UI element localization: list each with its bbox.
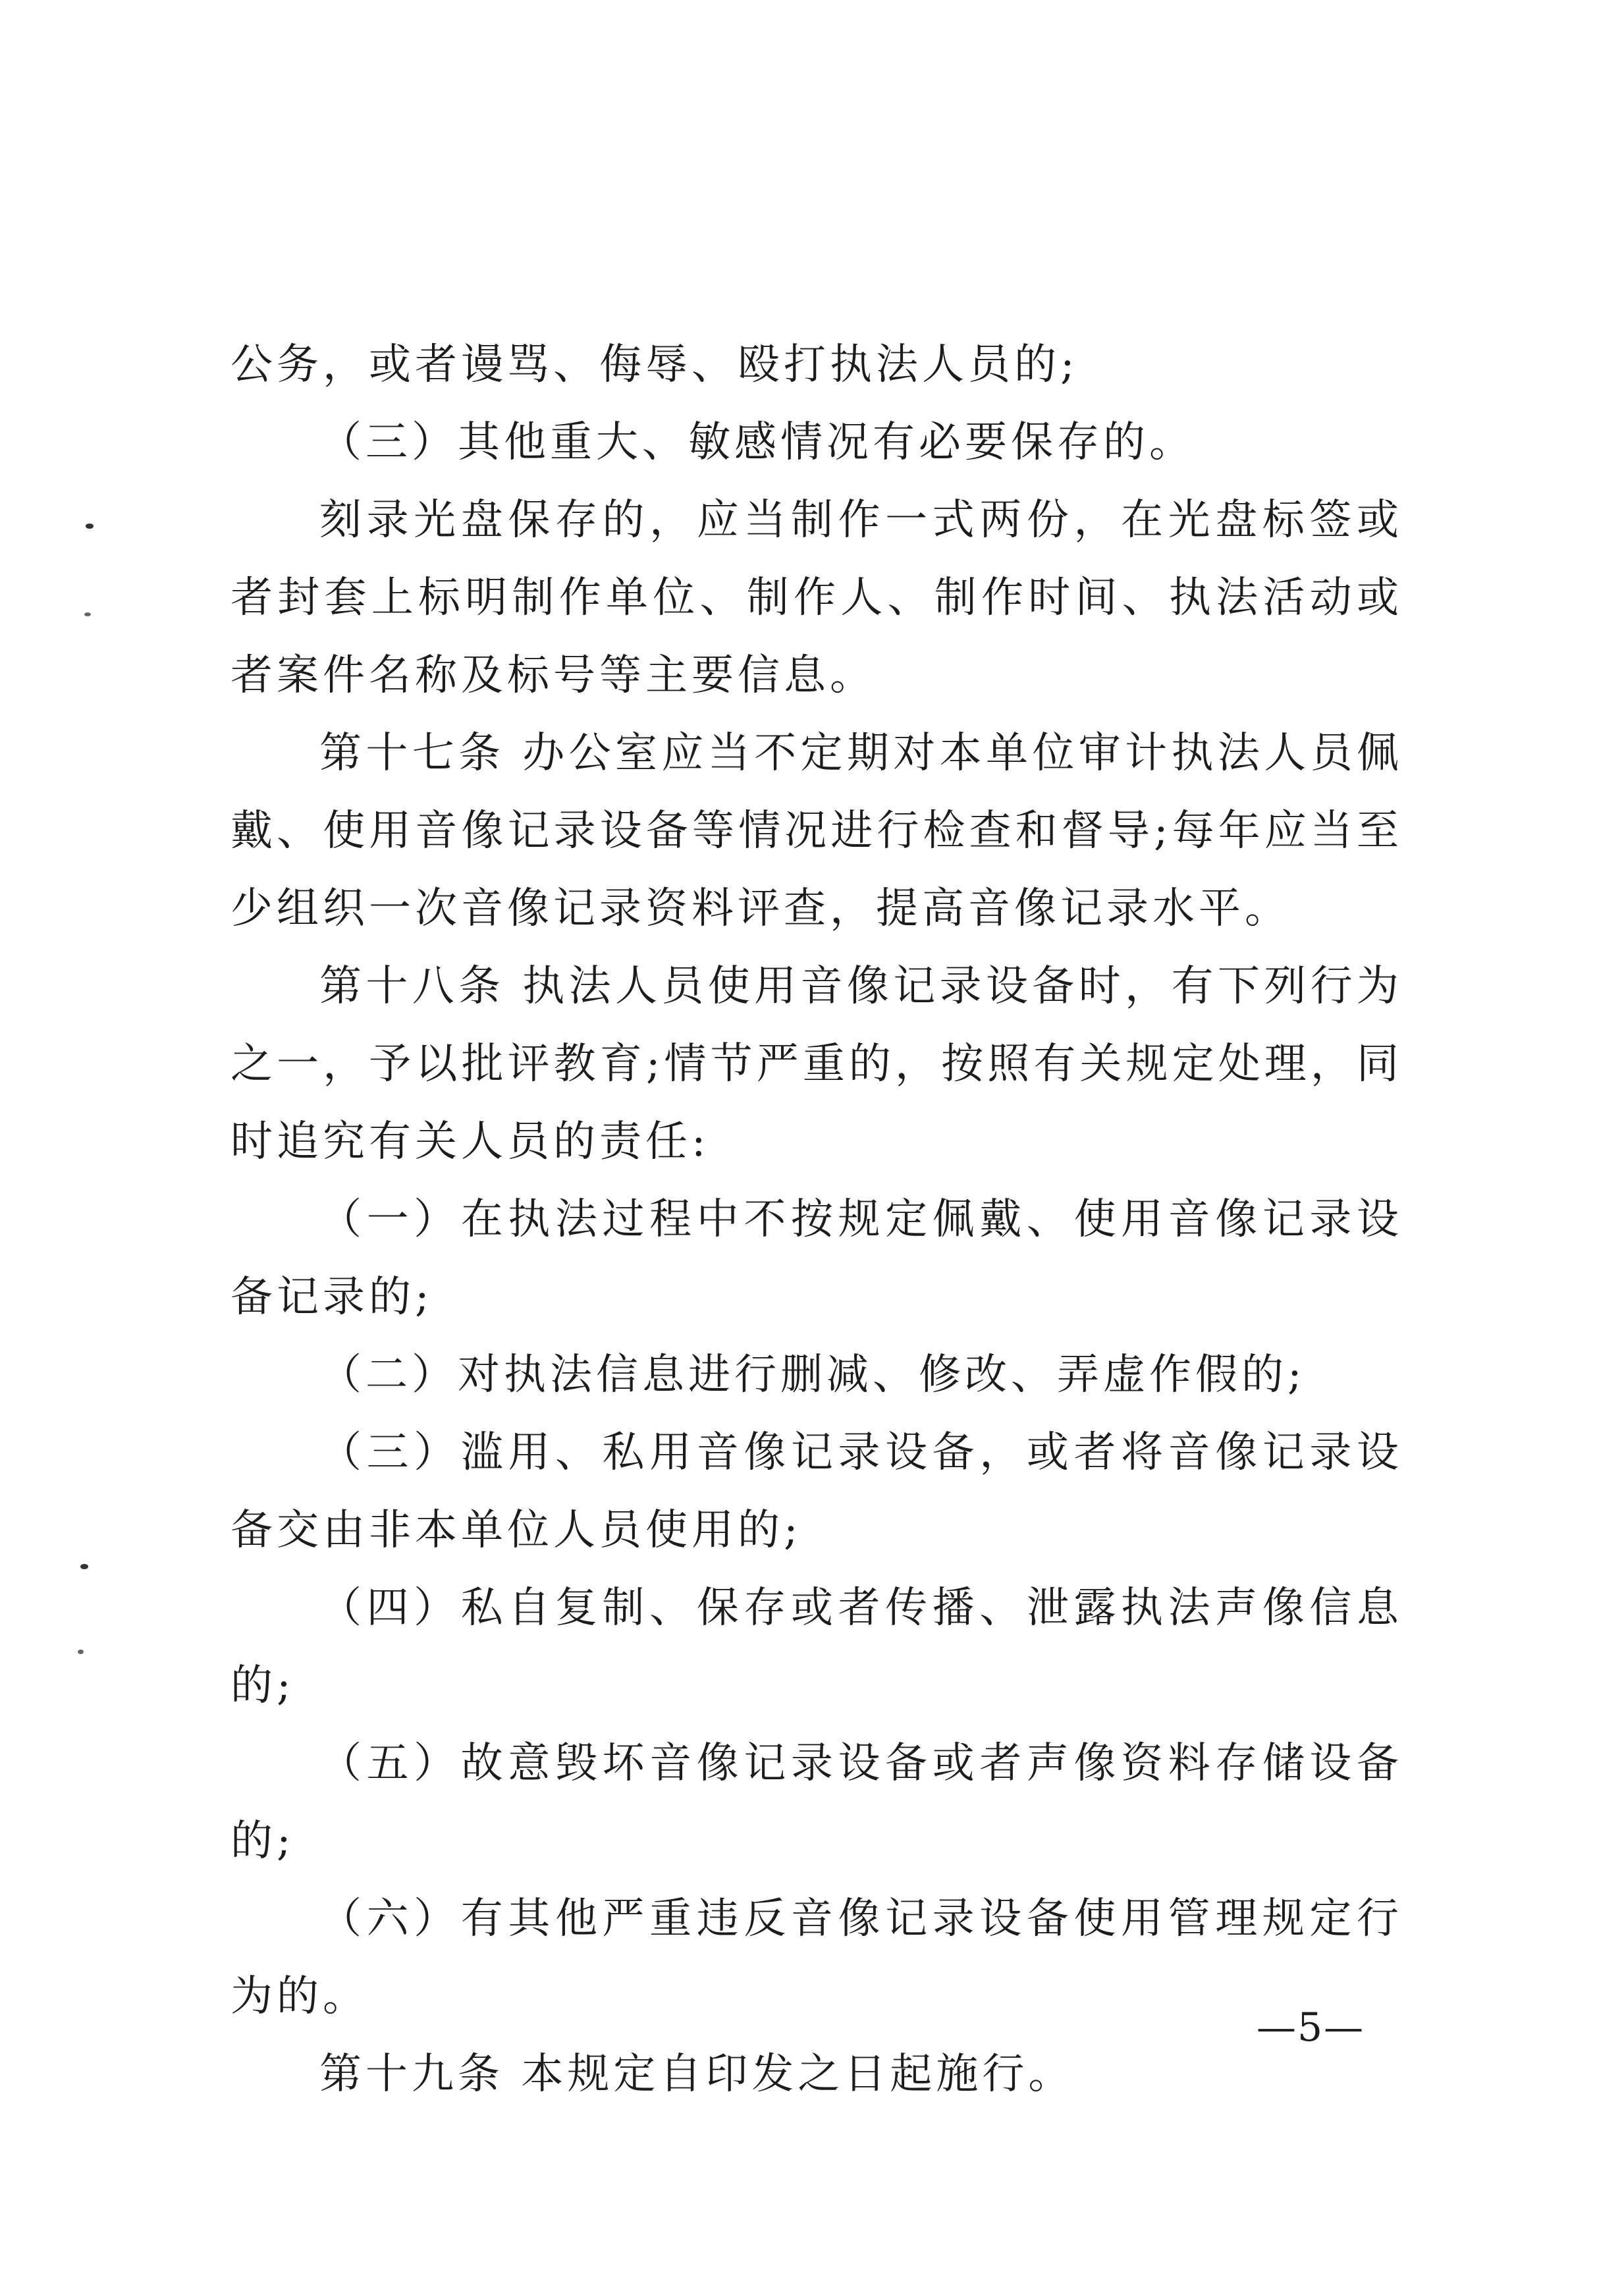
paragraph-1: 公务，或者谩骂、侮辱、殴打执法人员的; bbox=[230, 340, 1079, 389]
paragraph-7: （二）对执法信息进行删减、修改、弄虚作假的; bbox=[319, 1351, 1306, 1399]
paragraph-11: （六）有其他严重违反音像记录设备使用管理规定行为的。 bbox=[230, 1895, 1403, 2021]
scan-speck bbox=[84, 612, 91, 616]
scan-speck bbox=[80, 1564, 88, 1569]
page-number: —5— bbox=[1257, 2004, 1365, 2051]
paragraph-8: （三）滥用、私用音像记录设备，或者将音像记录设备交由非本单位人员使用的; bbox=[230, 1428, 1403, 1555]
paragraph-4: 第十七条 办公室应当不定期对本单位审计执法人员佩戴、使用音像记录设备等情况进行检查和督导;每年应当至少组织一次音像记录资料评查，提高音像记录水平。 bbox=[230, 729, 1403, 933]
scan-speck bbox=[78, 1650, 84, 1654]
paragraph-5: 第十八条 执法人员使用音像记录设备时，有下列行为之一，予以批评教育;情节严重的，按照有关规定处理，同时追究有关人员的责任: bbox=[230, 962, 1403, 1166]
paragraph-2: （三）其他重大、敏感情况有必要保存的。 bbox=[319, 418, 1195, 467]
paragraph-10: （五）故意毁坏音像记录设备或者声像资料存储设备的; bbox=[230, 1739, 1403, 1866]
paragraph-6: （一）在执法过程中不按规定佩戴、使用音像记录设备记录的; bbox=[230, 1195, 1403, 1322]
body-text bbox=[230, 326, 1403, 2113]
paragraph-3: 刻录光盘保存的，应当制作一式两份，在光盘标签或者封套上标明制作单位、制作人、制作时间、执法活动或者案件名称及标号等主要信息。 bbox=[230, 496, 1403, 700]
scan-speck bbox=[86, 524, 94, 529]
paragraph-9: （四）私自复制、保存或者传播、泄露执法声像信息的; bbox=[230, 1584, 1403, 1710]
paragraph-12: 第十九条 本规定自印发之日起施行。 bbox=[319, 2050, 1075, 2099]
